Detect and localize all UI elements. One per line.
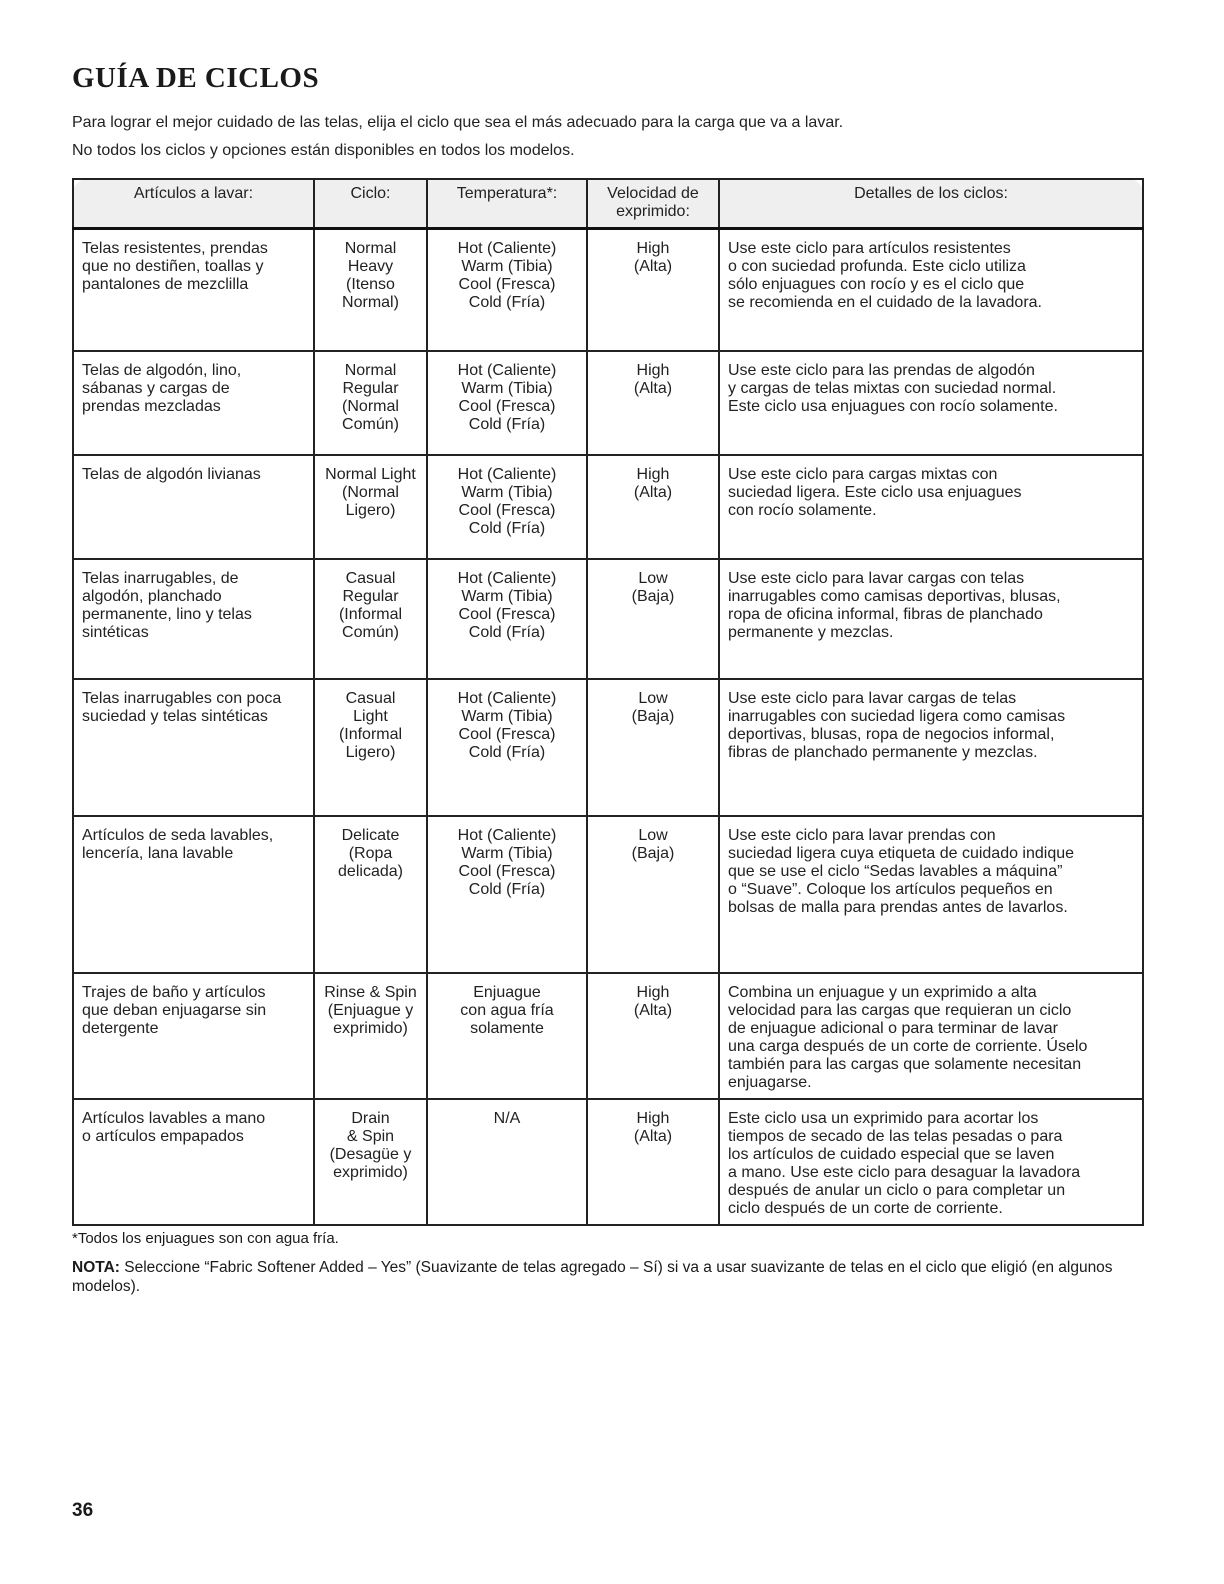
- cell-details: [719, 229, 1143, 351]
- cell-temperature-line: Warm (Tibia): [461, 587, 553, 605]
- cell-details-line: enjuagarse.: [728, 1073, 812, 1091]
- cell-cycle-line: Casual: [345, 569, 396, 587]
- cell-articles-line: que no destiñen, toallas y: [82, 258, 264, 275]
- cell-temperature-line: Hot (Caliente): [457, 689, 557, 707]
- cell-details: [719, 1099, 1143, 1225]
- cell-spin-speed-line: High: [636, 1109, 670, 1127]
- cell-temperature-line: Hot (Caliente): [457, 240, 557, 257]
- cell-spin-speed: [587, 973, 719, 1099]
- cell-temperature-line: Cool (Fresca): [458, 501, 556, 519]
- cell-spin-speed-line: High: [636, 465, 670, 483]
- note: [72, 1258, 1132, 1296]
- cell-temperature-line: Cold (Fría): [468, 743, 546, 761]
- cell-temperature: [427, 973, 587, 1099]
- cell-temperature-line: Cold (Fría): [468, 415, 546, 433]
- cell-details-line: fibras de planchado permanente y mezclas.: [728, 743, 1038, 761]
- cell-details: [719, 351, 1143, 455]
- cell-cycle: [314, 679, 427, 816]
- cell-articles-line: suciedad y telas sintéticas: [82, 707, 268, 725]
- cell-temperature-line: solamente: [470, 1019, 544, 1037]
- cell-details-line: permanente y mezclas.: [728, 623, 894, 641]
- cell-cycle-line: (Desagüe y: [329, 1145, 412, 1163]
- cell-temperature: [427, 559, 587, 679]
- cell-articles-line: Trajes de baño y artículos: [82, 983, 266, 1001]
- cell-details-line: Use este ciclo para lavar cargas de telas: [728, 689, 1017, 707]
- cell-articles-line: pantalones de mezclilla: [82, 276, 249, 293]
- cell-temperature-line: Cool (Fresca): [458, 276, 556, 293]
- cell-spin-speed-line: (Alta): [633, 258, 673, 275]
- cell-articles-line: que deban enjuagarse sin: [82, 1001, 267, 1019]
- cell-details-line: o con suciedad profunda. Este ciclo utiliza: [728, 258, 1026, 275]
- cell-articles: [73, 816, 314, 973]
- cell-details-line: se recomienda en el cuidado de la lavadora.: [728, 294, 1042, 311]
- cell-temperature-line: Cool (Fresca): [458, 725, 556, 743]
- cell-details: [719, 973, 1143, 1099]
- table-row: [73, 1099, 1143, 1225]
- cell-spin-speed: [587, 559, 719, 679]
- cell-cycle: [314, 816, 427, 973]
- cell-temperature: [427, 679, 587, 816]
- cell-details-line: sólo enjuagues con rocío y es el ciclo que: [728, 276, 1025, 293]
- cell-details-line: Este ciclo usa enjuagues con rocío solamente.: [728, 397, 1058, 415]
- cell-cycle: [314, 229, 427, 351]
- cell-cycle-line: exprimido): [333, 1019, 408, 1037]
- cell-details: [719, 679, 1143, 816]
- cell-articles-line: Artículos de seda lavables,: [82, 826, 274, 844]
- cell-articles-line: detergente: [82, 1019, 159, 1037]
- cell-spin-speed: [587, 351, 719, 455]
- cell-spin-speed-line: High: [636, 983, 670, 1001]
- cell-details-line: suciedad ligera cuya etiqueta de cuidado indique: [728, 844, 1075, 862]
- cell-cycle-line: (Enjuague y: [327, 1001, 414, 1019]
- cell-temperature-line: Enjuague: [473, 983, 541, 1001]
- cell-spin-speed: [587, 229, 719, 351]
- cell-articles: [73, 1099, 314, 1225]
- cell-cycle-line: Regular: [342, 587, 399, 605]
- header-spin-speed: [587, 179, 719, 229]
- cell-articles: [73, 351, 314, 455]
- cell-temperature-line: Warm (Tibia): [461, 844, 553, 862]
- cell-articles-line: Telas de algodón livianas: [82, 465, 261, 483]
- cell-temperature-line: Cool (Fresca): [458, 605, 556, 623]
- intro-text: No todos los ciclos y opciones están disponibles en todos los modelos.: [72, 142, 575, 159]
- cell-cycle-line: Ligero): [345, 743, 396, 761]
- cell-details-line: suciedad ligera. Este ciclo usa enjuagues: [728, 483, 1022, 501]
- cell-cycle-line: (Informal: [338, 725, 403, 743]
- cell-spin-speed-line: High: [636, 361, 670, 379]
- cell-cycle-line: Casual: [345, 689, 396, 707]
- note-label: NOTA:: [72, 1259, 120, 1276]
- cell-temperature-line: Hot (Caliente): [457, 465, 557, 483]
- cell-temperature-line: Cool (Fresca): [458, 862, 556, 880]
- cell-spin-speed-line: (Alta): [633, 483, 673, 501]
- cell-cycle: [314, 559, 427, 679]
- cell-cycle-line: Común): [342, 415, 399, 433]
- cell-articles-line: Telas resistentes, prendas: [82, 240, 268, 257]
- cell-temperature-line: con agua fría: [460, 1001, 554, 1019]
- cell-details-line: Use este ciclo para lavar cargas con telas: [728, 569, 1025, 587]
- cell-spin-speed-line: Low: [638, 689, 668, 707]
- cell-articles: [73, 973, 314, 1099]
- cell-articles-line: lencería, lana lavable: [82, 844, 234, 862]
- cell-articles-line: Artículos lavables a mano: [82, 1109, 266, 1127]
- cell-spin-speed-line: (Baja): [631, 587, 675, 605]
- cell-cycle-line: Común): [342, 623, 399, 641]
- cell-spin-speed: [587, 679, 719, 816]
- cell-details: [719, 455, 1143, 559]
- cell-articles-line: Telas de algodón, lino,: [82, 361, 242, 379]
- page-title: GUÍA DE CICLOS: [72, 62, 320, 94]
- cell-cycle-line: Normal Light: [325, 465, 416, 483]
- cell-details-line: tiempos de secado de las telas pesadas o para: [728, 1127, 1063, 1145]
- cell-details-line: ciclo después de un corte de corriente.: [728, 1199, 1003, 1217]
- cell-temperature-line: Cold (Fría): [468, 519, 546, 537]
- header-spin-speed-line: exprimido:: [616, 203, 690, 220]
- cell-cycle-line: Delicate: [341, 826, 400, 844]
- header-cycle: Ciclo:: [314, 179, 427, 229]
- cell-details-line: bolsas de malla para prendas antes de lavarlos.: [728, 898, 1068, 916]
- table-row: [73, 455, 1143, 559]
- cell-details-line: una carga después de un corte de corriente. Úselo: [728, 1037, 1088, 1055]
- header-spin-speed-line: Velocidad de: [607, 185, 699, 202]
- cell-articles: [73, 679, 314, 816]
- cell-details-line: de enjuague adicional o para terminar de lavar: [728, 1019, 1058, 1037]
- cell-temperature-line: Hot (Caliente): [457, 361, 557, 379]
- cell-details-line: o “Suave”. Coloque los artículos pequeños en: [728, 880, 1053, 898]
- cell-cycle: [314, 351, 427, 455]
- cell-spin-speed-line: (Alta): [633, 1127, 673, 1145]
- cell-spin-speed: [587, 816, 719, 973]
- cell-temperature-line: Cold (Fría): [468, 623, 546, 641]
- cell-spin-speed: [587, 1099, 719, 1225]
- footnote: *Todos los enjuagues son con agua fría.: [72, 1230, 339, 1247]
- cell-details-line: ropa de oficina informal, fibras de planchado: [728, 605, 1043, 623]
- cell-temperature-line: Hot (Caliente): [457, 569, 557, 587]
- cell-temperature: [427, 816, 587, 973]
- cell-spin-speed-line: Low: [638, 569, 668, 587]
- table-row: [73, 816, 1143, 973]
- table-row: [73, 679, 1143, 816]
- cell-details-line: velocidad para las cargas que requieran un ciclo: [728, 1001, 1072, 1019]
- cell-temperature-line: Warm (Tibia): [461, 707, 553, 725]
- cell-cycle-line: Regular: [342, 379, 399, 397]
- cell-articles: [73, 455, 314, 559]
- cell-details: [719, 816, 1143, 973]
- header-temperature: Temperatura*:: [427, 179, 587, 229]
- cell-details: [719, 559, 1143, 679]
- cell-articles-line: prendas mezcladas: [82, 397, 221, 415]
- cell-temperature: [427, 455, 587, 559]
- cell-details-line: también para las cargas que solamente necesitan: [728, 1055, 1082, 1073]
- cell-cycle-line: (Informal: [338, 605, 403, 623]
- cell-temperature-line: N/A: [493, 1109, 521, 1127]
- cell-temperature-line: Cold (Fría): [468, 880, 546, 898]
- cell-details-line: a mano. Use este ciclo para desaguar la lavadora: [728, 1163, 1081, 1181]
- cell-cycle-line: Normal: [344, 361, 397, 379]
- cell-cycle-line: Heavy: [347, 258, 394, 275]
- cycle-guide-table: [72, 178, 1144, 1226]
- cell-cycle-line: Rinse & Spin: [324, 983, 417, 1001]
- cell-details-line: Use este ciclo para cargas mixtas con: [728, 465, 998, 483]
- cell-details-line: Use este ciclo para las prendas de algodón: [728, 361, 1035, 379]
- intro-text: Para lograr el mejor cuidado de las telas, elija el ciclo que sea el más adecuado para la carga que va a lavar.: [72, 114, 844, 131]
- cell-cycle-line: & Spin: [346, 1127, 395, 1145]
- cell-cycle-line: exprimido): [333, 1163, 408, 1181]
- table-row: [73, 973, 1143, 1099]
- table-row: [73, 351, 1143, 455]
- cell-spin-speed-line: (Baja): [631, 707, 675, 725]
- cell-cycle: [314, 973, 427, 1099]
- note-text: Seleccione “Fabric Softener Added – Yes” (Suavizante de telas agregado – Sí) si va a usar suavizante de telas en el ciclo que eligió (en algunos modelos).: [72, 1259, 1113, 1295]
- cell-cycle-line: Drain: [351, 1109, 390, 1127]
- cell-details-line: Combina un enjuague y un exprimido a alta: [728, 983, 1037, 1001]
- cell-details-line: y cargas de telas mixtas con suciedad normal.: [728, 379, 1057, 397]
- cell-temperature-line: Hot (Caliente): [457, 826, 557, 844]
- cell-articles-line: sintéticas: [82, 623, 149, 641]
- cell-articles-line: algodón, planchado: [82, 587, 222, 605]
- cell-articles-line: Telas inarrugables, de: [82, 569, 239, 587]
- cell-temperature: [427, 229, 587, 351]
- cell-articles-line: sábanas y cargas de: [82, 379, 230, 397]
- cell-cycle-line: Ligero): [345, 501, 396, 519]
- cell-cycle-line: (Normal: [342, 397, 399, 415]
- cell-temperature-line: Warm (Tibia): [461, 379, 553, 397]
- cell-cycle-line: Normal): [342, 294, 399, 311]
- cell-spin-speed-line: Low: [638, 826, 668, 844]
- cell-spin-speed-line: (Alta): [633, 379, 673, 397]
- cell-temperature: [427, 351, 587, 455]
- cell-cycle-line: Normal: [344, 240, 397, 257]
- cell-details-line: deportivas, blusas, ropa de negocios informal,: [728, 725, 1055, 743]
- cell-details-line: los artículos de cuidado especial que se laven: [728, 1145, 1055, 1163]
- table-header-row: [73, 179, 1143, 229]
- cell-details-line: inarrugables como camisas deportivas, blusas,: [728, 587, 1061, 605]
- cell-articles-line: permanente, lino y telas: [82, 605, 252, 623]
- cell-spin-speed-line: (Alta): [633, 1001, 673, 1019]
- cell-details-line: Use este ciclo para artículos resistentes: [728, 240, 1011, 257]
- table-row: [73, 229, 1143, 351]
- cell-cycle-line: (Normal: [342, 483, 399, 501]
- cell-cycle-line: (Ropa: [348, 844, 393, 862]
- cell-spin-speed: [587, 455, 719, 559]
- cell-temperature: [427, 1099, 587, 1225]
- cell-articles-line: o artículos empapados: [82, 1127, 244, 1145]
- page-number: 36: [72, 1500, 94, 1521]
- cell-temperature-line: Warm (Tibia): [461, 258, 553, 275]
- cell-temperature-line: Warm (Tibia): [461, 483, 553, 501]
- cell-spin-speed-line: High: [636, 240, 670, 257]
- cell-temperature-line: Cold (Fría): [468, 294, 546, 311]
- cell-cycle-line: (Itenso: [346, 276, 395, 293]
- cell-cycle: [314, 455, 427, 559]
- cell-details-line: con rocío solamente.: [728, 501, 877, 519]
- cell-details-line: inarrugables con suciedad ligera como camisas: [728, 707, 1066, 725]
- cell-articles: [73, 559, 314, 679]
- cell-temperature-line: Cool (Fresca): [458, 397, 556, 415]
- cell-articles: [73, 229, 314, 351]
- cell-spin-speed-line: (Baja): [631, 844, 675, 862]
- table-row: [73, 559, 1143, 679]
- cell-details-line: que se use el ciclo “Sedas lavables a máquina”: [728, 862, 1063, 880]
- header-details: Detalles de los ciclos:: [719, 179, 1143, 229]
- header-articles: Artículos a lavar:: [73, 179, 314, 229]
- cell-cycle: [314, 1099, 427, 1225]
- cell-articles-line: Telas inarrugables con poca: [82, 689, 282, 707]
- cell-cycle-line: delicada): [338, 862, 403, 880]
- cell-details-line: Use este ciclo para lavar prendas con: [728, 826, 996, 844]
- cell-details-line: Este ciclo usa un exprimido para acortar los: [728, 1109, 1039, 1127]
- cell-details-line: después de anular un ciclo o para completar un: [728, 1181, 1066, 1199]
- cell-cycle-line: Light: [353, 707, 388, 725]
